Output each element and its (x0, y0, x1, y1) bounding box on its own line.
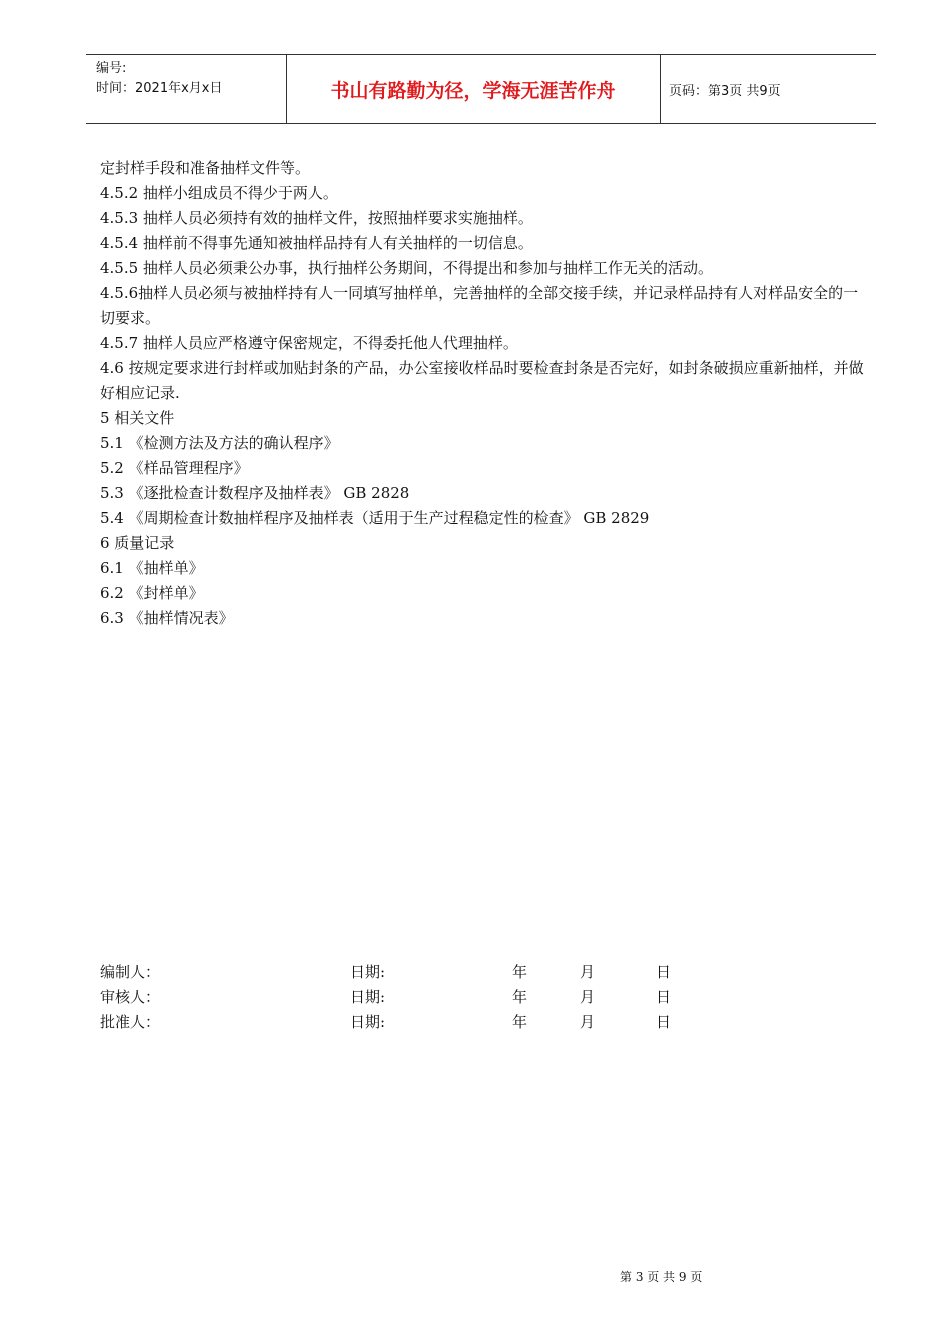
document-body (100, 156, 870, 631)
signature-row-compiler (100, 960, 700, 985)
day-label: 日 (656, 988, 672, 1006)
month-label: 月 (580, 1013, 596, 1031)
body-line: 6.2 《封样单》 (100, 584, 204, 602)
body-line: 5.4 《周期检查计数抽样程序及抽样表（适用于生产过程稳定性的检查》 GB 2829 (100, 509, 650, 527)
day-label: 日 (656, 963, 672, 981)
body-line: 4.5.2 抽样小组成员不得少于两人。 (100, 184, 338, 202)
body-line: 4.6 按规定要求进行封样或加贴封条的产品，办公室接收样品时要检查封条是否完好，如封条破损应重新抽样，并做好相应记录. (100, 359, 864, 402)
signature-row-approver (100, 1010, 700, 1035)
approver-label: 批准人： (100, 1013, 161, 1031)
header-motto: 书山有路勤为径，学海无涯苦作舟 (330, 79, 616, 102)
header-meta (96, 59, 222, 99)
body-line: 5.1 《检测方法及方法的确认程序》 (100, 434, 339, 452)
body-line: 4.5.5 抽样人员必须秉公办事，执行抽样公务期间，不得提出和参加与抽样工作无关的活动。 (100, 259, 713, 277)
compiler-label: 编制人： (100, 963, 161, 981)
section-heading: 5 相关文件 (100, 409, 175, 427)
page-header (86, 54, 876, 124)
date-label: 日期: (350, 963, 386, 981)
body-line: 4.5.6抽样人员必须与被抽样持有人一同填写抽样单，完善抽样的全部交接手续，并记录样品持有人对样品安全的一切要求。 (100, 284, 859, 327)
header-divider-right (660, 55, 661, 123)
header-page-info: 页码：第3页 共9页 (669, 83, 781, 99)
reviewer-label: 审核人： (100, 988, 161, 1006)
time-label: 时间：2021年x月x日 (96, 81, 223, 96)
year-label: 年 (512, 963, 528, 981)
body-line: 4.5.4 抽样前不得事先通知被抽样品持有人有关抽样的一切信息。 (100, 234, 533, 252)
signature-block (100, 960, 700, 1035)
date-label: 日期: (350, 1013, 386, 1031)
code-label: 编号: (96, 61, 127, 76)
body-line: 6.3 《抽样情况表》 (100, 609, 234, 627)
day-label: 日 (656, 1013, 672, 1031)
body-line: 定封样手段和准备抽样文件等。 (100, 159, 311, 177)
page-footer: 第 3 页 共 9 页 (620, 1270, 703, 1284)
body-line: 4.5.3 抽样人员必须持有效的抽样文件，按照抽样要求实施抽样。 (100, 209, 533, 227)
body-line: 5.2 《样品管理程序》 (100, 459, 249, 477)
body-line: 4.5.7 抽样人员应严格遵守保密规定，不得委托他人代理抽样。 (100, 334, 518, 352)
body-line: 5.3 《逐批检查计数程序及抽样表》 GB 2828 (100, 484, 410, 502)
section-heading: 6 质量记录 (100, 534, 175, 552)
date-label: 日期: (350, 988, 386, 1006)
month-label: 月 (580, 988, 596, 1006)
body-line: 6.1 《抽样单》 (100, 559, 204, 577)
signature-row-reviewer (100, 985, 700, 1010)
month-label: 月 (580, 963, 596, 981)
year-label: 年 (512, 1013, 528, 1031)
year-label: 年 (512, 988, 528, 1006)
